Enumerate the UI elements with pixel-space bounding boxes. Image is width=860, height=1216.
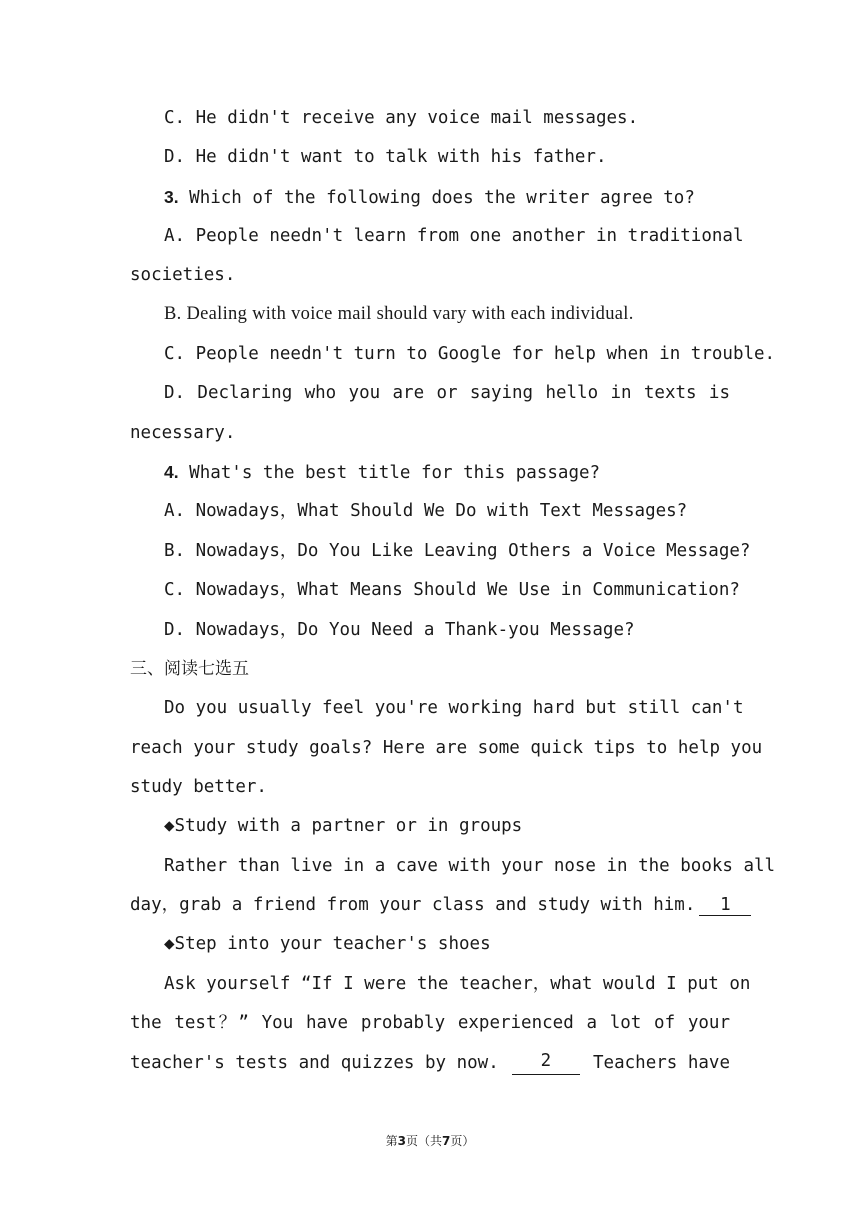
tip2-heading: ◆Step into your teacher's shoes [164,934,491,954]
q4-option-c: C. Nowadays，What Means Should We Use in Communication? [164,580,740,600]
q3-number: 3. [164,187,179,207]
tip1-heading: ◆Study with a partner or in groups [164,816,523,836]
footer-middle: 页（共 [405,1134,442,1148]
q4-option-a: A. Nowadays，What Should We Do with Text Messages? [164,501,688,521]
q4-option-b: B. Nowadays，Do You Like Leaving Others a Voice Message? [164,541,751,561]
q3-option-d-line1: D. Declaring who you are or saying hello in texts is [164,383,730,403]
q4-number: 4. [164,462,179,482]
intro-line2: reach your study goals? Here are some quick tips to help you [130,738,763,758]
q3-stem: Which of the following does the writer agree to? [189,188,695,208]
q3-option-a-line1: A. People needn't learn from one another in traditional [164,226,744,246]
tip1-line2 [130,893,730,917]
intro-line3: study better. [130,777,267,797]
tip2-line3 [130,1051,730,1075]
q3-option-c: C. People needn't turn to Google for help when in trouble. [164,344,776,364]
footer-prefix: 第 [385,1134,398,1148]
q4-option-d: D. Nowadays，Do You Need a Thank-you Message? [164,620,635,640]
footer-total-pages: 7 [442,1134,451,1148]
tip2-line3-text: teacher's tests and quizzes by now. [130,1053,499,1073]
intro-line1: Do you usually feel you're working hard but still can't [164,698,744,718]
section-heading: 三、阅读七选五 [130,659,249,679]
q2-option-c: C. He didn't receive any voice mail messages. [164,108,639,128]
tip2-line3-end: Teachers have [593,1053,730,1073]
footer-page-number: 3 [397,1134,406,1148]
tip2-line1: Ask yourself “If I were the teacher，what would I put on [164,974,751,994]
q3-option-b: B. Dealing with voice mail should vary with each individual. [164,304,634,324]
q4-stem: What's the best title for this passage? [189,463,601,483]
answer-blank-2[interactable]: 2 [512,1051,580,1075]
tip1-line1: Rather than live in a cave with your nose in the books all [164,856,776,876]
tip2-line2: the test？” You have probably experienced a lot of your [130,1013,730,1033]
q2-option-d: D. He didn't want to talk with his father. [164,147,607,167]
q3-option-a-line2: societies. [130,265,236,285]
page-footer [0,1132,860,1149]
footer-suffix: 页） [450,1134,475,1148]
answer-blank-1[interactable]: 1 [699,895,751,916]
q3-stem-line [164,185,730,210]
q4-stem-line [164,460,730,485]
q3-option-d-line2: necessary. [130,423,236,443]
tip1-line2-text: day，grab a friend from your class and study with him. [130,895,696,915]
